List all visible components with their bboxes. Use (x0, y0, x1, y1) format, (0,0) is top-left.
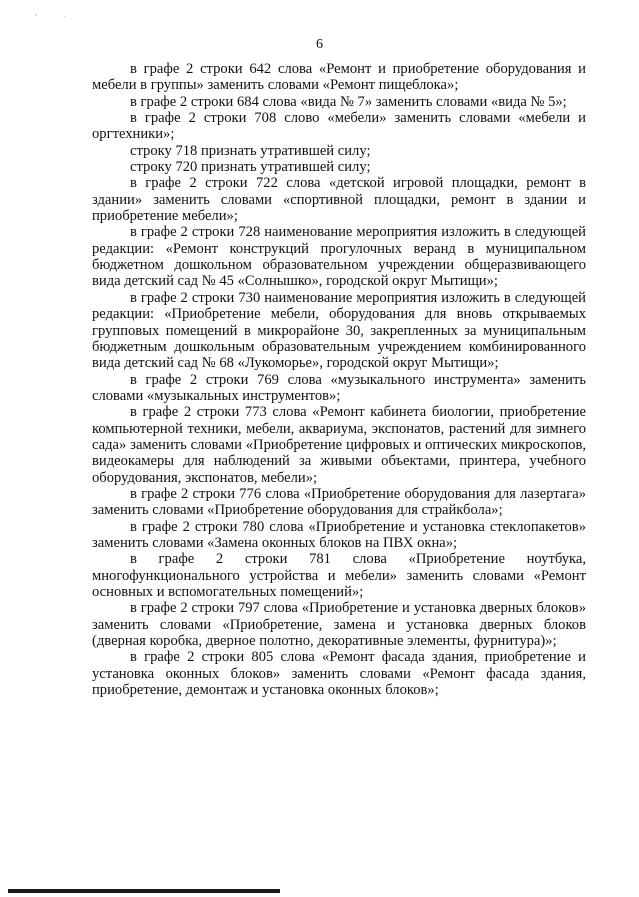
scan-mark-secondary: ′ (64, 16, 66, 22)
page-number: 6 (316, 37, 323, 52)
amendment-paragraph: в графе 2 строки 773 слова «Ремонт кабинета биологии, приобретение компьютерной техники, мебели, аквариума, экспонатов, растений для зимнего сада» заменить словами «Приобретение цифровых и оптических микроскопов, видеокамеры для наблюдений за живыми объектами, принтера, учебного оборудования, экспонатов, мебели»; (92, 404, 586, 486)
amendment-paragraph: в графе 2 строки 728 наименование мероприятия изложить в следующей редакции: «Ремонт конструкций прогулочных веранд в муниципальном бюджетном дошкольном образовательном учреждении общеразвивающего вида детский сад № 45 «Солнышко», городской округ Мытищи»; (92, 224, 586, 290)
amendment-paragraph: строку 718 признать утратившей силу; (130, 142, 371, 159)
amendment-paragraph: в графе 2 строки 776 слова «Приобретение оборудования для лазертага» заменить словами «Приобретение оборудования для страйкбола»; (92, 485, 586, 519)
amendment-paragraph: в графе 2 строки 781 слова «Приобретение ноутбука, многофункционального устройства и мебели» заменить словами «Ремонт основных и вспомогательных помещений»; (92, 551, 586, 600)
scan-mark: ’ (35, 13, 38, 21)
amendment-paragraph: в графе 2 строки 642 слова «Ремонт и приобретение оборудования и мебели в группы» заменить словами «Ремонт пищеблока»; (92, 61, 586, 94)
amendment-paragraph: в графе 2 строки 805 слова «Ремонт фасада здания, приобретение и установка оконных блоков» заменить словами «Ремонт фасада здания, приобретение, демонтаж и установка оконных блоков»; (92, 649, 586, 699)
amendment-paragraph: в графе 2 строки 708 слово «мебели» заменить словами «мебели и оргтехники»; (92, 110, 586, 143)
bottom-rule (8, 889, 280, 893)
amendment-paragraph: в графе 2 строки 780 слова «Приобретение и установка стеклопакетов» заменить словами «Замена оконных блоков на ПВХ окна»; (92, 518, 586, 551)
amendment-paragraph: в графе 2 строки 684 слова «вида № 7» заменить словами «вида № 5»; (130, 93, 567, 110)
amendment-paragraph: в графе 2 строки 730 наименование мероприятия изложить в следующей редакции: «Приобретение мебели, оборудования для вновь открываемых групповых помещений в микрорайоне 30, закрепленных за муниципальным бюджетным дошкольным образовательным учреждением комбинированного вида детский сад № 68 «Лукоморье», городской округ Мытищи»; (92, 289, 586, 372)
document-body (92, 61, 586, 698)
amendment-paragraph: в графе 2 строки 722 слова «детской игровой площадки, ремонт в здании» заменить словами «спортивной площадки, ремонт в здании и приобретение мебели»; (92, 175, 586, 225)
amendment-paragraph: в графе 2 строки 769 слова «музыкального инструмента» заменить словами «музыкальных инструментов»; (92, 371, 586, 404)
amendment-paragraph: строку 720 признать утратившей силу; (130, 159, 371, 176)
amendment-paragraph: в графе 2 строки 797 слова «Приобретение и установка дверных блоков» заменить словами «Приобретение, замена и установка дверных блоков (дверная коробка, дверное полотно, декоративные элементы, фурнитура)»; (92, 600, 586, 650)
